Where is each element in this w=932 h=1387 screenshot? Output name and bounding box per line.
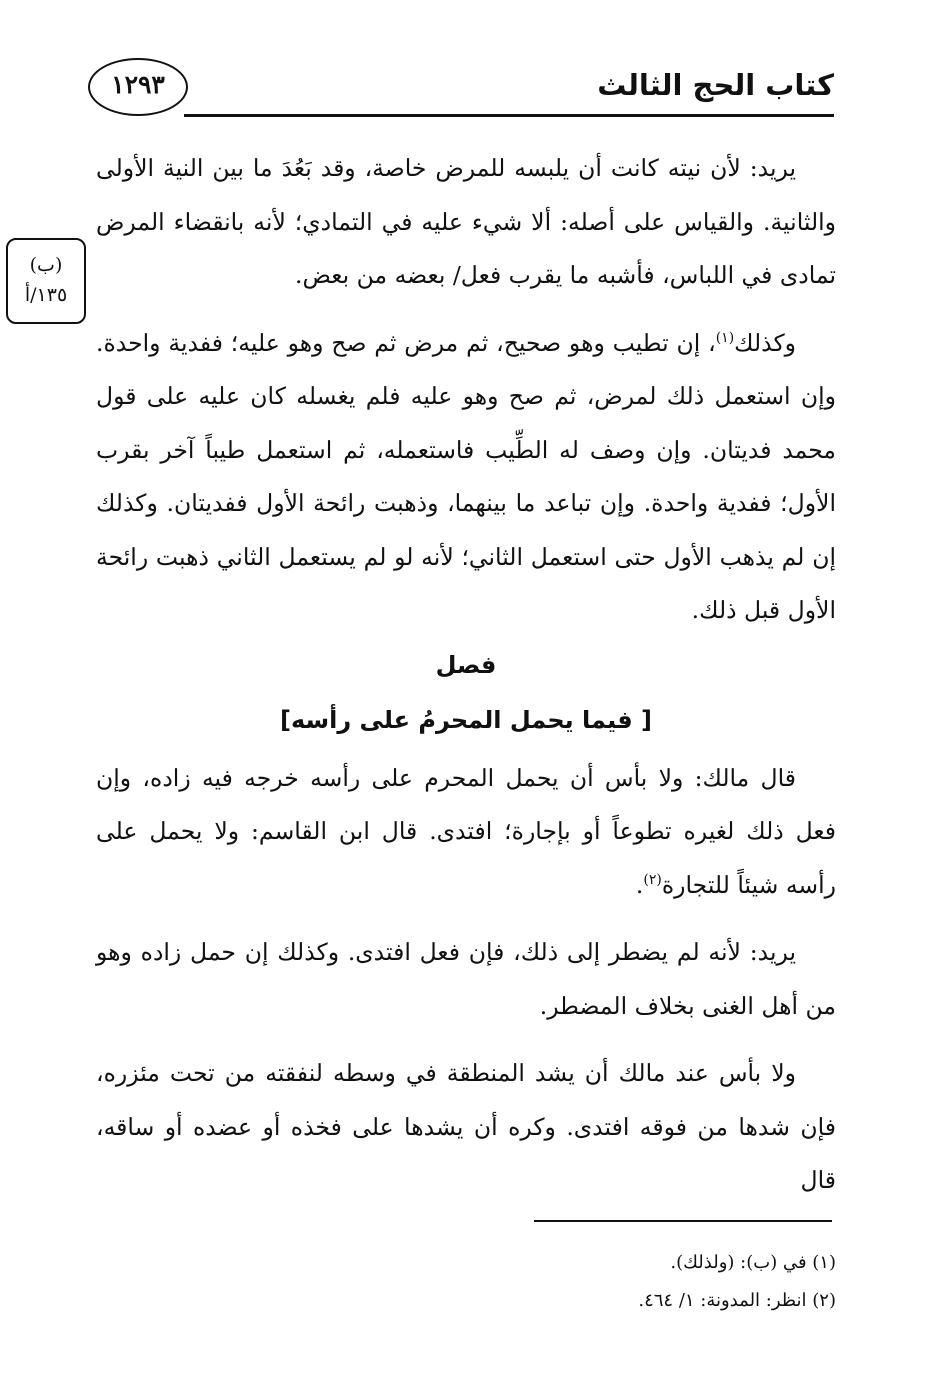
footnote-1: (١) في (ب): (ولذلك). <box>670 1252 836 1273</box>
paragraph-gap <box>96 912 836 926</box>
footnote-separator <box>534 1220 832 1222</box>
header-rule <box>184 114 834 117</box>
footnote-ref-2: (٢) <box>643 871 662 888</box>
footnote-2: (٢) انظر: المدونة: ١/ ٤٦٤. <box>638 1290 836 1311</box>
manuscript-margin-note <box>6 238 86 324</box>
paragraph-1: يريد: لأن نيته كانت أن يلبسه للمرض خاصة، وقد بَعُدَ ما بين النية الأولى والثانية. والقياس على أصله: ألا شيء عليه في التمادي؛ لأنه بانقضاء المرض تمادى في اللباس، فأشبه ما يقرب فعل/ بعضه من بعض. <box>96 154 836 289</box>
paragraph-2 <box>96 317 836 638</box>
main-text <box>96 142 836 1208</box>
paragraph-3 <box>96 752 836 913</box>
paragraph-4: يريد: لأنه لم يضطر إلى ذلك، فإن فعل افتدى. وكذلك إن حمل زاده وهو من أهل الغنى بخلاف المضطر. <box>96 938 836 1020</box>
paragraph-2-start: وكذلك <box>734 328 796 357</box>
page-number: ١٢٩٣ <box>111 70 165 99</box>
page-header <box>88 58 834 122</box>
paragraph-3-text: قال مالك: ولا بأس أن يحمل المحرم على رأسه خرجه فيه زاده، وإن فعل ذلك لغيره تطوعاً أو بإجارة؛ افتدى. قال ابن القاسم: ولا يحمل على رأسه شيئاً للتجارة <box>96 763 836 899</box>
footnote-ref-1: (١) <box>715 329 735 346</box>
margin-note-line2: ١٣٥/أ <box>24 284 68 306</box>
margin-note-line1: (ب) <box>29 254 63 276</box>
paragraph-3-end: . <box>635 870 644 899</box>
book-title: كتاب الحج الثالث <box>597 68 834 102</box>
section-subheading: [ فيما يحمل المحرمُ على رأسه] <box>280 705 652 734</box>
section-heading: فصل <box>435 650 497 679</box>
paragraph-gap <box>96 1033 836 1047</box>
paragraph-2-rest: ، إن تطيب وهو صحيح، ثم مرض ثم صح وهو عليه؛ ففدية واحدة. وإن استعمل ذلك لمرض، ثم صح وهو عليه فلم يغسله كان عليه على قول محمد فديتان. وإن وصف له الطِّيب فاستعمله، ثم استعمل طيباً آخر بقرب الأول؛ ففدية واحدة. وإن تباعد ما بينهما، وذهبت رائحة الأول ففديتان. وكذلك إن لم يذهب الأول حتى استعمل الثاني؛ لأنه لو لم يستعمل الثاني ذهبت رائحة الأول قبل ذلك. <box>96 328 836 624</box>
paragraph-gap <box>96 303 836 317</box>
footnotes <box>96 1244 836 1320</box>
paragraph-5: ولا بأس عند مالك أن يشد المنطقة في وسطه لنفقته من تحت مئزره، فإن شدها من فوقه افتدى. وكره أن يشدها على فخذه أو عضده أو ساقه، قال <box>96 1059 836 1194</box>
